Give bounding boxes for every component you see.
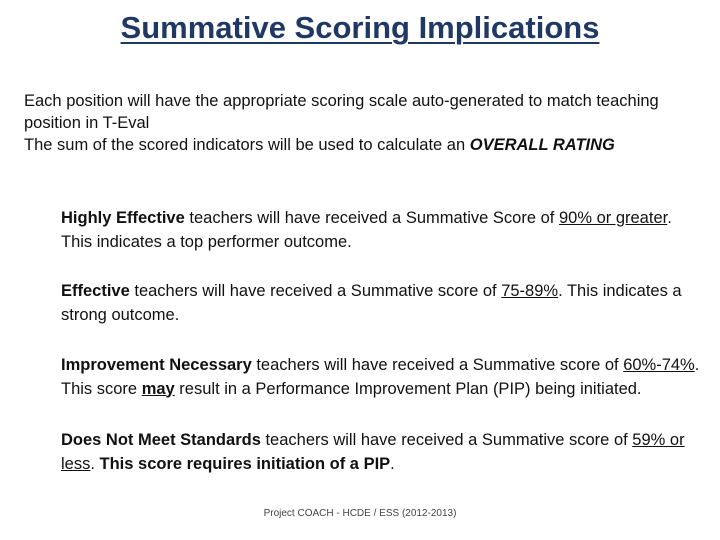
level-outcome: . This indicates a top performer outcome. bbox=[61, 209, 672, 251]
level-range: 90% or greater bbox=[558, 209, 668, 227]
level-description: teachers will have received a Summative score of bbox=[260, 431, 633, 449]
level-outcome: result in a Performance Improvement Plan (PIP) being initiated. bbox=[174, 379, 642, 398]
overall-rating-label: OVERALL RATING bbox=[469, 136, 615, 154]
level-connector: . This score bbox=[61, 356, 700, 398]
intro-line-2-text: The sum of the scored indicators will be used to calculate an bbox=[24, 136, 470, 154]
intro-section bbox=[24, 90, 704, 156]
level-name: Highly Effective bbox=[61, 209, 185, 227]
level-strong-note: This score requires initiation of a PIP bbox=[99, 454, 391, 473]
level-range: 60%-74% bbox=[623, 356, 695, 374]
level-description: teachers will have received a Summative score of bbox=[129, 282, 502, 300]
level-highly-effective bbox=[61, 207, 701, 254]
level-improvement-necessary bbox=[61, 354, 701, 401]
level-outcome: . bbox=[390, 454, 395, 473]
footer-credit: Project COACH - HCDE / ESS (2012-2013) bbox=[263, 508, 457, 519]
level-name: Improvement Necessary bbox=[61, 356, 252, 374]
level-name: Does Not Meet Standards bbox=[61, 431, 261, 449]
level-range: 59% or less bbox=[61, 431, 685, 473]
intro-line-1: Each position will have the appropriate scoring scale auto-generated to match teaching position in T-Eval bbox=[24, 92, 659, 132]
level-does-not-meet-standards bbox=[61, 429, 701, 476]
page-title: Summative Scoring Implications bbox=[120, 10, 600, 45]
rating-levels bbox=[61, 207, 701, 476]
level-description: teachers will have received a Summative score of bbox=[251, 356, 624, 374]
level-effective bbox=[61, 280, 701, 327]
level-emphasis: may bbox=[141, 379, 175, 398]
level-connector: . bbox=[90, 454, 100, 473]
level-outcome: . This indicates a strong outcome. bbox=[61, 282, 682, 324]
level-range: 75-89% bbox=[501, 282, 559, 300]
level-name: Effective bbox=[61, 282, 130, 300]
intro-line-2 bbox=[24, 134, 704, 156]
level-description: teachers will have received a Summative Score of bbox=[184, 209, 559, 227]
